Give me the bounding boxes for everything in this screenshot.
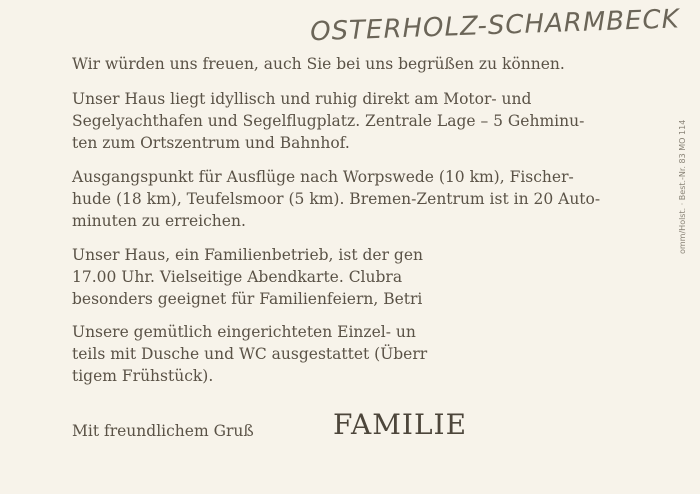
paragraph-location: [72, 88, 640, 154]
text-line: Unsere gemütlich eingerichteten Einzel- un: [72, 323, 416, 341]
text-line: tigem Frühstück).: [72, 367, 214, 385]
paragraph-rooms: [72, 321, 450, 387]
text-line: 17.00 Uhr. Vielseitige Abendkarte. Clubra: [72, 268, 403, 286]
text-line: hude (18 km), Teufelsmoor (5 km). Bremen-Zentrum ist in 20 Auto-: [72, 190, 601, 208]
text-line: ten zum Ortszentrum und Bahnhof.: [72, 134, 350, 152]
text-line: Unser Haus, ein Familienbetrieb, ist der gen: [72, 246, 423, 264]
paragraph-excursions: [72, 166, 640, 232]
side-print-order-number: omm/Holst. · Best.-Nr. 83 MO 114: [678, 119, 687, 254]
text-line: Wir würden uns freuen, auch Sie bei uns begrüßen zu können.: [72, 55, 565, 73]
text-line: besonders geeignet für Familienfeiern, Betri: [72, 290, 423, 308]
signature-family: FAMILIE: [333, 408, 468, 441]
paragraph-family-business: [72, 244, 450, 310]
paragraph-welcome: [72, 53, 640, 75]
text-line: Unser Haus liegt idyllisch und ruhig direkt am Motor- und: [72, 90, 532, 108]
text-line: teils mit Dusche und WC ausgestattet (Überr: [72, 345, 428, 363]
text-line: minuten zu erreichen.: [72, 212, 246, 230]
closing-greeting: Mit freundlichem Gruß: [72, 422, 254, 440]
text-line: Segelyachthafen und Segelflugplatz. Zentrale Lage – 5 Gehminu-: [72, 112, 585, 130]
text-line: Ausgangspunkt für Ausflüge nach Worpswede (10 km), Fischer-: [72, 168, 574, 186]
handwritten-note: [300, 2, 690, 46]
handwritten-note-text: OSTERHOLZ-SCHARMBECK: [309, 4, 681, 48]
